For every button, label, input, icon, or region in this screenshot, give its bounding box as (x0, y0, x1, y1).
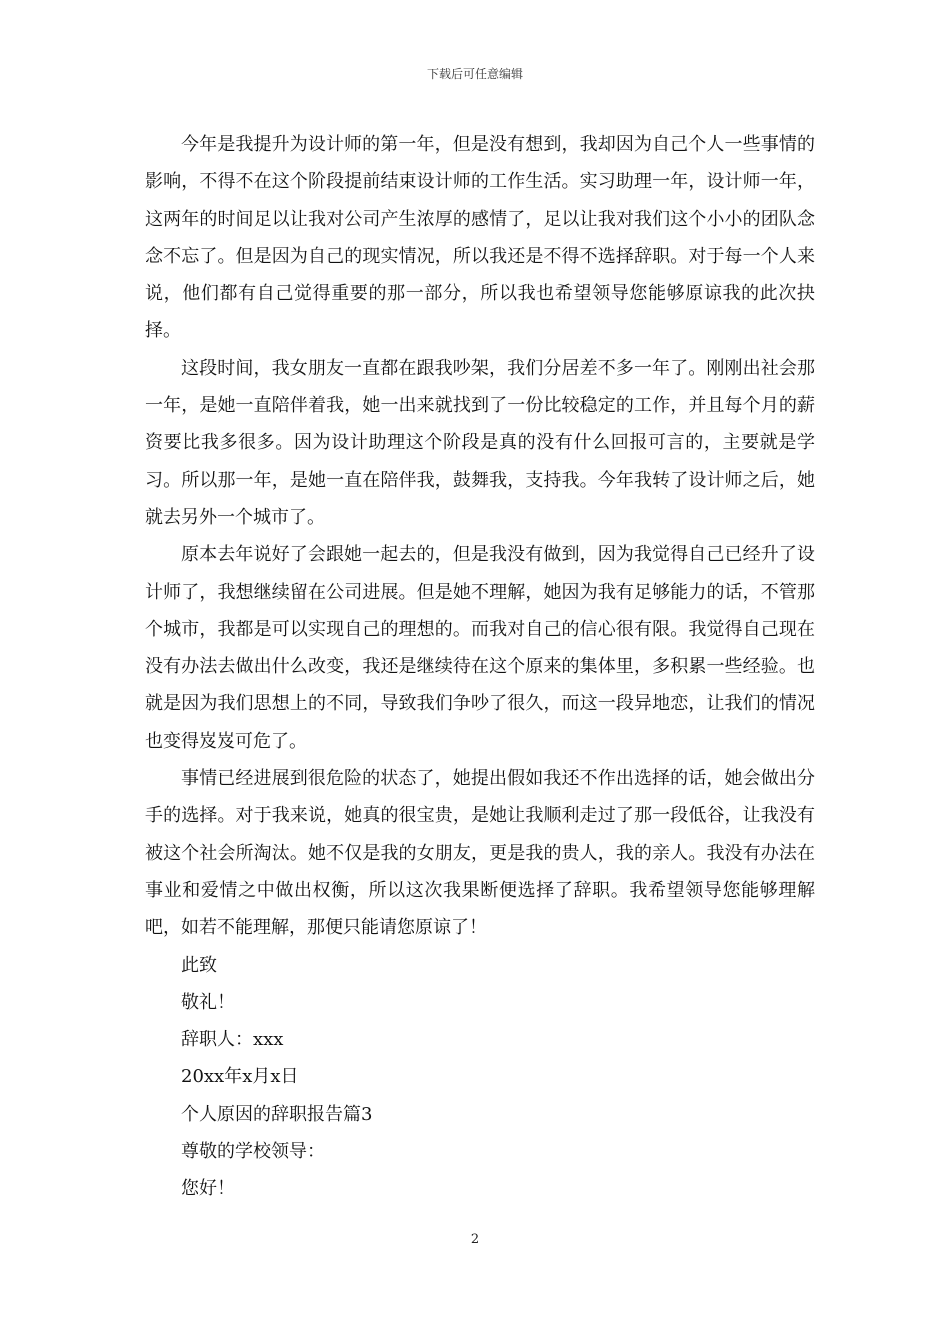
closing-regards-1: 此致 (181, 954, 217, 976)
closing-regards-2: 敬礼！ (181, 991, 235, 1013)
signer-line: 辞职人：xxx (181, 1029, 284, 1051)
paragraph-1: 今年是我提升为设计师的第一年，但是没有想到，我却因为自己个人一些事情的影响，不得不在这个阶段提前结束设计师的工作生活。实习助理一年，设计师一年，这两年的时间足以让我对公司产生浓厚的感情了，足以让我对我们这个小小的团队念念不忘了。但是因为自己的现实情况，所以我还是不得不选择辞职。对于每一个人来说，他们都有自己觉得重要的那一部分，所以我也希望领导您能够原谅我的此次抉择。 (145, 134, 815, 342)
date-line: 20xx年x月x日 (181, 1066, 299, 1088)
page-number: 2 (470, 1232, 480, 1247)
page-header: 下载后可任意编辑 (426, 67, 523, 81)
paragraph-3: 原本去年说好了会跟她一起去的，但是我没有做到，因为我觉得自己已经升了设计师了，我想继续留在公司进展。但是她不理解，她因为我有足够能力的话，不管那个城市，我都是可以实现自己的理想的。而我对自己的信心很有限。我觉得自己现在没有办法去做出什么改变，我还是继续待在这个原来的集体里，多积累一些经验。也就是因为我们思想上的不同，导致我们争吵了很久，而这一段异地恋，让我们的情况也变得岌岌可危了。 (145, 544, 815, 752)
document-body (145, 126, 815, 1208)
paragraph-2: 这段时间，我女朋友一直都在跟我吵架，我们分居差不多一年了。刚刚出社会那一年，是她一直陪伴着我，她一出来就找到了一份比较稳定的工作，并且每个月的薪资要比我多很多。因为设计助理这个阶段是真的没有什么回报可言的，主要就是学习。所以那一年，是她一直在陪伴我，鼓舞我，支持我。今年我转了设计师之后，她就去另外一个城市了。 (145, 357, 815, 528)
greeting-line: 您好！ (181, 1178, 235, 1200)
salutation-line: 尊敬的学校领导： (181, 1141, 325, 1163)
next-section-title: 个人原因的辞职报告篇3 (181, 1103, 373, 1125)
paragraph-4: 事情已经进展到很危险的状态了，她提出假如我还不作出选择的话，她会做出分手的选择。对于我来说，她真的很宝贵，是她让我顺利走过了那一段低谷，让我没有被这个社会所淘汰。她不仅是我的女朋友，更是我的贵人，我的亲人。我没有办法在事业和爱情之中做出权衡，所以这次我果断便选择了辞职。我希望领导您能够理解吧，如若不能理解，那便只能请您原谅了！ (145, 768, 815, 939)
